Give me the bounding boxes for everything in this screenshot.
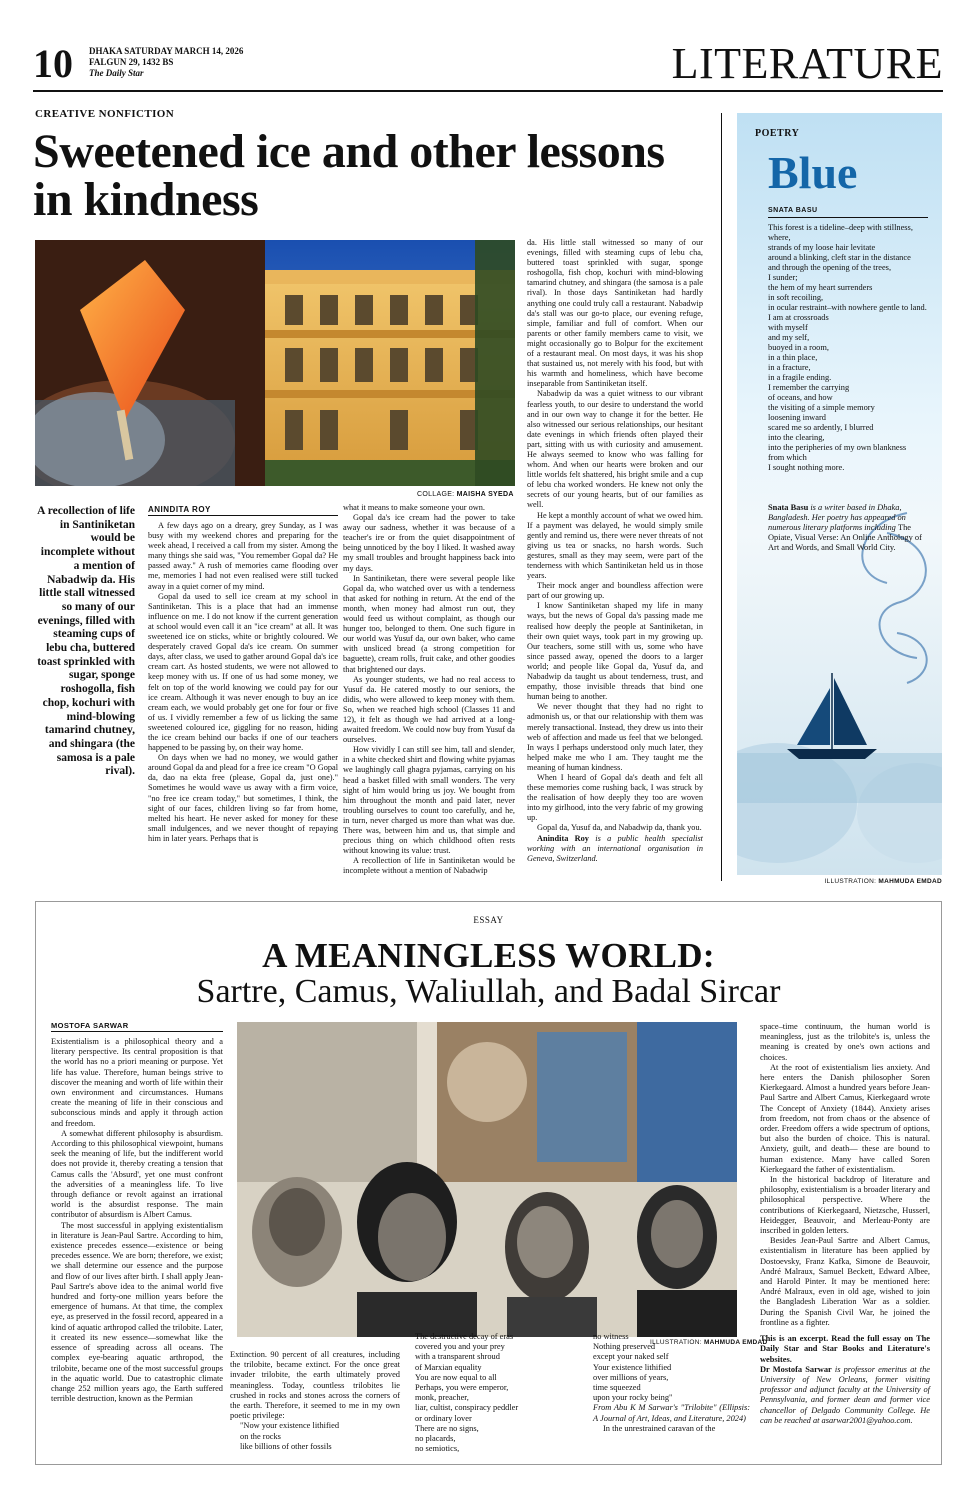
poem-line: around a blinking, cleft star in the distance bbox=[768, 253, 911, 262]
poem-line: scared me so ardently, I blurred bbox=[768, 423, 874, 432]
article-headline: Sweetened ice and other lessons in kindness bbox=[33, 125, 665, 226]
essay-illustration-credit-name: MAHMUDA EMDAD bbox=[703, 1339, 768, 1346]
essay-subtitle: Sartre, Camus, Waliullah, and Badal Sircar bbox=[196, 973, 781, 1010]
poem-body bbox=[768, 223, 933, 473]
essay-column-4 bbox=[593, 1332, 750, 1434]
poem-line: There are no signs, bbox=[415, 1423, 479, 1433]
poet-bio-text-2: The Opiate, Visual Verse: An Online Anthology of Art and Words, and Small World City. bbox=[768, 523, 922, 553]
poem-line: where, bbox=[768, 233, 791, 242]
poem-line: the hem of my heart surrenders bbox=[768, 283, 873, 292]
poem-line: and through the opening of the trees, bbox=[768, 263, 892, 272]
section-title: LITERATURE bbox=[671, 39, 943, 88]
paragraph: Besides Jean-Paul Sartre and Albert Camus, existentialism in literature has been applied by Dostoevsky, Franz Kafka, Simone de Beauvoir, André Malraux, Samuel Beckett, Edward Albee, and Harold Pinter. It may be mentioned here: André Malraux, even in old age, wished to join the Bangladesh Liberation War as a soldier. During the Spanish Civil War, he joined the frontline as a fighter. bbox=[760, 1236, 930, 1327]
poet-bio bbox=[768, 503, 933, 553]
paragraph: Extinction. 90 percent of all creatures, including the trilobite, became extinct. For the once great invader trilobite, the earth ultimately proved meaningless. Today, countless trilobites lie crushed in rocks and stones across the corners of the earth. Therefore, it seemed to me in my own poetic privilege: bbox=[230, 1350, 400, 1421]
essay-byline: MOSTOFA SARWAR bbox=[51, 1021, 129, 1030]
poem-line: in a fracture, bbox=[768, 363, 811, 372]
illustration-credit-name: MAHMUDA EMDAD bbox=[878, 878, 942, 885]
poem-line: upon your rocky being" bbox=[593, 1393, 673, 1403]
paragraph: A recollection of life in Santiniketan would be incomplete without a mention of Nabadwip bbox=[343, 856, 515, 876]
poem-line: buoyed in a room, bbox=[768, 343, 829, 352]
paragraph: In the historical backdrop of literature and philosophy, existentialism is a broader literary and philosophical perspective. Where the contributions of Kierkegaard, Nietzsche, Husserl, Heidegger, Beauvoir, and Merleau-Ponty are inscribed in golden letters. bbox=[760, 1175, 930, 1236]
poet-bio-text-1: is a writer based in Dhaka, Bangladesh. Her poetry has appeared on numerous literary platforms including bbox=[768, 503, 906, 533]
poem-line: I am at crossroads bbox=[768, 313, 829, 322]
author-bio bbox=[760, 1365, 930, 1426]
poem-line: time squeezed bbox=[593, 1383, 641, 1393]
paragraph: As younger students, we had no real access to Yusuf da. He catered mostly to our seniors, the didis, who were allowed to keep money with them. So, when we reached high school (Classes 11 and 12), it felt as though we had arrived at a long-awaited freedom. We could now buy from Yusuf da ourselves. bbox=[343, 674, 515, 745]
paragraph: The most successful in applying existentialism in literature is Jean-Paul Sartre. According to him, existence precedes essence—existence or being precedes essence. We are born; therefore, we exist; we shall determine our essence and the purpose and flow of our lives after birth. I shall apply Jean-Paul Sartre's above idea to the animal world five hundred and forty-one million years before the emergence of humans. At that time, the complex eye, as preserved in the fossil record, appeared in a kind of aquatic arthropod called the trilobite. Later, it created its new essence—somewhat like the essence of spreading across all oceans. The complex eye-bearing aquatic arthropod, the trilobite, became one of the most successful groups in the aquatic world. Due to catastrophic climate change 252 million years ago, the Earth suffered terrible destruction, known as the Permian bbox=[51, 1220, 223, 1404]
byline-rule bbox=[148, 515, 338, 516]
essay-title: A MEANINGLESS WORLD: bbox=[262, 936, 715, 975]
poem-line: with a transparent shroud bbox=[415, 1352, 500, 1362]
paragraph: On days when we had no money, we would gather around Gopal da and plead for a free ice cream "O Gopal da, dao na ekta free (please, Gopal da, just one)." Sometimes he would wave us away with a firm voice, "no free ice cream today," but sometimes, I think, the sight of our faces, children living so far from home, melted his heart. He never asked for money for these small indulgences, and we never thought of repaying him in later years. Perhaps that is bbox=[148, 753, 338, 843]
paragraph: A few days ago on a dreary, grey Sunday, as I was busy with my weekend chores and preparing for the week ahead, I received a call from my sister. Among the many things she said was, "You remember Gopal da? He passed away." A rush of memories came flooding over me, memories I had not even realised were still tucked away in a quiet corner of my mind. bbox=[148, 521, 338, 591]
date-line-1: DHAKA SATURDAY MARCH 14, 2026 bbox=[89, 46, 244, 56]
article-collage-image bbox=[35, 240, 515, 486]
paragraph: Gopal da, Yusuf da, and Nabadwip da, thank you. bbox=[537, 823, 702, 833]
poem-line: with myself bbox=[768, 323, 808, 332]
essay-kicker: ESSAY bbox=[473, 915, 504, 925]
poem-line: into the clearing, bbox=[768, 433, 825, 442]
paragraph: da. His little stall witnessed so many of our evenings, filled with steaming cups of lebu cha, buttered toast sprinkled with sugar, sponge roshogolla, fish chop, kochuri with mind-blowing tamarind chutney, and shingara (the samosa is a pale rival). In those days Santiniketan had hardly anything one could truly call a restaurant. Nabadwip da's stall was our go-to place, our evening refuge, simple, familiar and full of comfort. When our parents or other family members came to visit, we might occasionally go to Bolpur for the excitement of a restaurant meal. On most days, it was his shop that sustained us, not merely with his food, but with his warmth and homeliness, which have become inseparable from Santiniketan itself. bbox=[527, 238, 703, 389]
paragraph: space–time continuum, the human world is meaningless, just as the trilobite's is, unless the meaning is created by one's own actions and choices. bbox=[760, 1022, 930, 1062]
essay-column-1 bbox=[51, 1037, 223, 1404]
essay-column-3 bbox=[415, 1332, 575, 1454]
essay-collage-image bbox=[237, 1022, 737, 1337]
author-bio-name: Anindita Roy bbox=[537, 833, 589, 843]
poem-line: I sought nothing more. bbox=[768, 463, 845, 472]
paragraph: When I heard of Gopal da's death and felt all these memories come rushing back, I was struck by the realisation of how deeply they too are woven into my girlhood, into the very fabric of my growing up. bbox=[527, 772, 703, 823]
poet-bio-name: Snata Basu bbox=[768, 503, 809, 512]
poem-line: Perhaps, you were emperor, bbox=[415, 1383, 509, 1393]
poem-line: on the rocks bbox=[240, 1431, 281, 1441]
poem-line: The destructive decay of eras bbox=[415, 1332, 514, 1341]
paragraph: what it means to make someone your own. bbox=[343, 503, 485, 512]
portrait-collage-illustration bbox=[237, 1022, 737, 1337]
paragraph: He kept a monthly account of what we owed him. If a payment was delayed, he would simply smile gently and remind us, there were never threats of not giving us tea or snacks, no harsh words. Such gestures, small as they may seem, were part of the tenderness with which Santiniketan held us in those years. bbox=[527, 510, 703, 581]
poem-line: no placards, bbox=[415, 1434, 456, 1444]
poem-title: Blue bbox=[768, 147, 858, 198]
poet-byline: SNATA BASU bbox=[768, 207, 818, 214]
poem-excerpt bbox=[415, 1332, 575, 1454]
poem-line: monk, preacher, bbox=[415, 1393, 469, 1403]
article-column-3 bbox=[527, 238, 703, 864]
poem-line: in a thin place, bbox=[768, 353, 818, 362]
paragraph: In the unrestrained caravan of the bbox=[603, 1423, 716, 1433]
essay-column-2 bbox=[230, 1350, 400, 1452]
poem-excerpt bbox=[230, 1421, 400, 1452]
poem-line: in a fragile ending. bbox=[768, 373, 832, 382]
paragraph: How vividly I can still see him, tall and slender, in a white checked shirt and flowing white pyjamas we laughingly call ghagra pyjamas, carrying on his head a basket filled with small wonders. The very sight of him would bring us joy. We bought from him throughout the month and paid later, never troubling ourselves to count too carefully, and he, in turn, never charged us more than what was due. There was, between him and us, that simple and precious thing on which childhood often rests without knowing its value: trust. bbox=[343, 745, 515, 856]
paragraph: A somewhat different philosophy is absurdism. According to this philosophical viewpoint, humans seek the meaning of life, but the indifferent world does not provide it, thereby creating a tension that Camus calls the 'Absurd', yet one must confront the adversities of a meaningless life. To live through defiance or revolt against an irrational world is the absurdist response. The main contributor of absurdism is Albert Camus. bbox=[51, 1128, 223, 1220]
collage-illustration bbox=[35, 240, 515, 486]
author-bio-text: is a public health specialist working with an international organisation in Geneva, Switzerland. bbox=[527, 833, 703, 863]
poem-line: strands of my loose hair levitate bbox=[768, 243, 876, 252]
author-bio bbox=[527, 834, 703, 864]
poem-line: into the peripheries of my own blankness bbox=[768, 443, 907, 452]
poem-line: of oceans, and how bbox=[768, 393, 833, 402]
masthead bbox=[33, 40, 943, 92]
poem-line: over millions of years, bbox=[593, 1372, 669, 1382]
poem-line: or ordinary lover bbox=[415, 1413, 472, 1423]
article-kicker: CREATIVE NONFICTION bbox=[35, 108, 175, 120]
poem-line: no witness bbox=[593, 1332, 629, 1341]
pull-quote: A recollection of life in Santiniketan would be incomplete without a mention of Nabadwip da. His little stall witnessed so many of our evenings, filled with steaming cups of lebu cha, buttered toast sprinkled with sugar, sponge roshogolla, fish chop, kochuri with mind-blowing tamarind chutney, and shingara (the samosa is a pale rival). bbox=[37, 505, 135, 778]
poem-line: I sunder; bbox=[768, 273, 798, 282]
author-bio-text: is professor emeritus at the University of New Orleans, former visiting professor and adjunct faculty at the University of Pennsylvania, and former dean and former vice chancellor of Delgado Community College. He can be reached at asarwar2001@yahoo.com. bbox=[760, 1364, 930, 1425]
paragraph: We never thought that they had no right to admonish us, or that our relationship with them was merely transactional. Instead, they drew us into their web of affection and made us feel that we belonged. In ways I perhaps understood only much later, they helped make me who I am. They taught me the meaning of human kindness. bbox=[527, 702, 703, 772]
poem-line: in ocular restraint–with nowhere gentle to land. bbox=[768, 303, 927, 312]
poem-line: except your naked self bbox=[593, 1352, 669, 1362]
paragraph: Gopal da used to sell ice cream at my school in Santiniketan. This is a place that had an immense influence on me. I do not know if the current generation at school would even call it an "ice cream" at all. It was sweetened ice on sticks, white or brightly coloured. We desperately craved Gopal da's ice cream. On summer days, after class, we used to gather around Gopal da's ice cream cart. As hosted students, we were not allowed to keep money with us. If one of us had some money, we felt on top of the world knowing we could pay for our ice cream. Although it was never enough to buy an ice cream each, we would probably get one for four or five of us. I vividly remember a few of us licking the same sweetened coloured ice, giggling for no reason, hiding the ice cream behind our backs if one of our teachers happened to be passing by, on their way home. bbox=[148, 591, 338, 753]
poem-line: loosening inward bbox=[768, 413, 826, 422]
author-bio-name: Dr Mostofa Sarwar bbox=[760, 1364, 832, 1374]
page-number: 10 bbox=[33, 41, 73, 86]
article-byline: ANINDITA ROY bbox=[148, 505, 211, 514]
article-column-1 bbox=[148, 521, 338, 844]
byline-rule bbox=[768, 217, 928, 218]
poem-excerpt bbox=[593, 1332, 750, 1403]
poem-line: This forest is a tideline–deep with stillness, bbox=[768, 223, 913, 232]
poem-line: and my self, bbox=[768, 333, 810, 342]
excerpt-note: This is an excerpt. Read the full essay on The Daily Star and Star Books and Literature's websites. bbox=[760, 1334, 930, 1364]
column-divider bbox=[721, 113, 722, 881]
illustration-credit bbox=[824, 878, 942, 885]
paragraph: Existentialism is a philosophical theory and a literary perspective. Its central proposition is that the world has no a priori meaning or purpose. Yet life has value. Therefore, human beings strive to discover the meaning and worth of life within their own environment and circumstances. Humans create the meaning of life in their conscious and subconscious minds and apply it through action and freedom. bbox=[51, 1037, 223, 1128]
poem-line: "Now your existence lithified bbox=[240, 1421, 340, 1431]
byline-rule bbox=[51, 1031, 223, 1032]
poem-line: You are now equal to all bbox=[415, 1372, 497, 1382]
poem-line: Your existence lithified bbox=[593, 1362, 672, 1372]
paragraph: In Santiniketan, there were several people like Gopal da, who watched over us with a tenderness that asked for nothing in return. At the end of the month, when money had almost run out, they would feed us without complaint, as though our hunger too, belonged to them. One such figure in our world was Yusuf da, our own baker, who came with unsliced bread (a strong competition for baguette), cream rolls, fruit cake, and other goodies that brightened our days. bbox=[343, 573, 515, 674]
essay-illustration-credit-label: ILLUSTRATION: bbox=[650, 1339, 702, 1346]
photo-credit-name: MAISHA SYEDA bbox=[456, 491, 514, 498]
poem-source: From Abu K M Sarwar's "Trilobite" (Ellipsis: A Journal of Art, Ideas, and Literature, 2024) bbox=[593, 1403, 750, 1423]
poem-line: no semiotics, bbox=[415, 1444, 460, 1454]
poem-line: the visiting of a simple memory bbox=[768, 403, 875, 412]
poetry-kicker: POETRY bbox=[755, 128, 800, 139]
photo-credit-label: COLLAGE: bbox=[417, 491, 455, 498]
poem-line: from which bbox=[768, 453, 807, 462]
poem-line: covered you and your prey bbox=[415, 1342, 505, 1352]
date-line-2: FALGUN 29, 1432 BS bbox=[89, 57, 174, 67]
poem-line: of Marxian equality bbox=[415, 1362, 482, 1372]
essay-column-5 bbox=[760, 1022, 930, 1426]
poem-line: liar, cultist, conspiracy peddler bbox=[415, 1403, 519, 1413]
dateline bbox=[89, 46, 243, 79]
article-column-2 bbox=[343, 503, 515, 876]
photo-credit bbox=[417, 491, 514, 498]
paper-logo: The Daily Star bbox=[89, 68, 144, 78]
paragraph: Gopal da's ice cream had the power to take away our sadness, whether it was because of a teacher's ire or from the quiet disappointment of being unnoticed by the boy I liked. It washed away my small troubles and brought happiness back into my days. bbox=[343, 513, 515, 573]
illustration-credit-label: ILLUSTRATION: bbox=[824, 878, 877, 885]
poem-line: Nothing preserved bbox=[593, 1342, 656, 1352]
paragraph: Nabadwip da was a quiet witness to our vibrant fearless youth, to our desire to understand the world and in our own way to change it for the better. He also witnessed our serious relationships, our hesitant date evenings in which friends often played their part, sitting with us with curiosity and amusement. He always seemed to know who was falling for whom. And when our hearts were broken and our little worlds felt shattered, his bright smile and a cup of lebu cha worked wonders. He knew not only the secrets of our young hearts, but of our families as well. bbox=[527, 389, 703, 510]
poem-line: I remember the carrying bbox=[768, 383, 850, 392]
paragraph: At the root of existentialism lies anxiety. And here enters the Danish philosopher Soren Kierkegaard. Almost a hundred years before Jean-Paul Sartre and Albert Camus, Kierkegaard wrote The Concept of Anxiety (1844). Anxiety arises from freedom, not from chaos or the absence of order. Freedom offers a wide spectrum of options, but also the burden of choice. This is natural. Anxiety, guilt, and death— these are bound to human existence. Many have called Soren Kierkegaard the father of existentialism. bbox=[760, 1062, 930, 1174]
paragraph: Their mock anger and boundless affection were part of our growing up. bbox=[527, 581, 703, 601]
poem-line: like billions of other fossils bbox=[240, 1441, 332, 1451]
paragraph: I know Santiniketan shaped my life in many ways, but the news of Gopal da's passing made me realised how deeply the people at Santiniketan, in their own quiet ways, took part in my growing up. Our teachers, some still with us, some who have since passed away, opened the doors to a larger world; and people like Gopal da, Yusuf da, and Nabadwip da taught us about tenderness, trust, and empathy, those invisible threads that bind one human being to another. bbox=[527, 601, 703, 702]
poem-line: in soft recoiling, bbox=[768, 293, 824, 302]
